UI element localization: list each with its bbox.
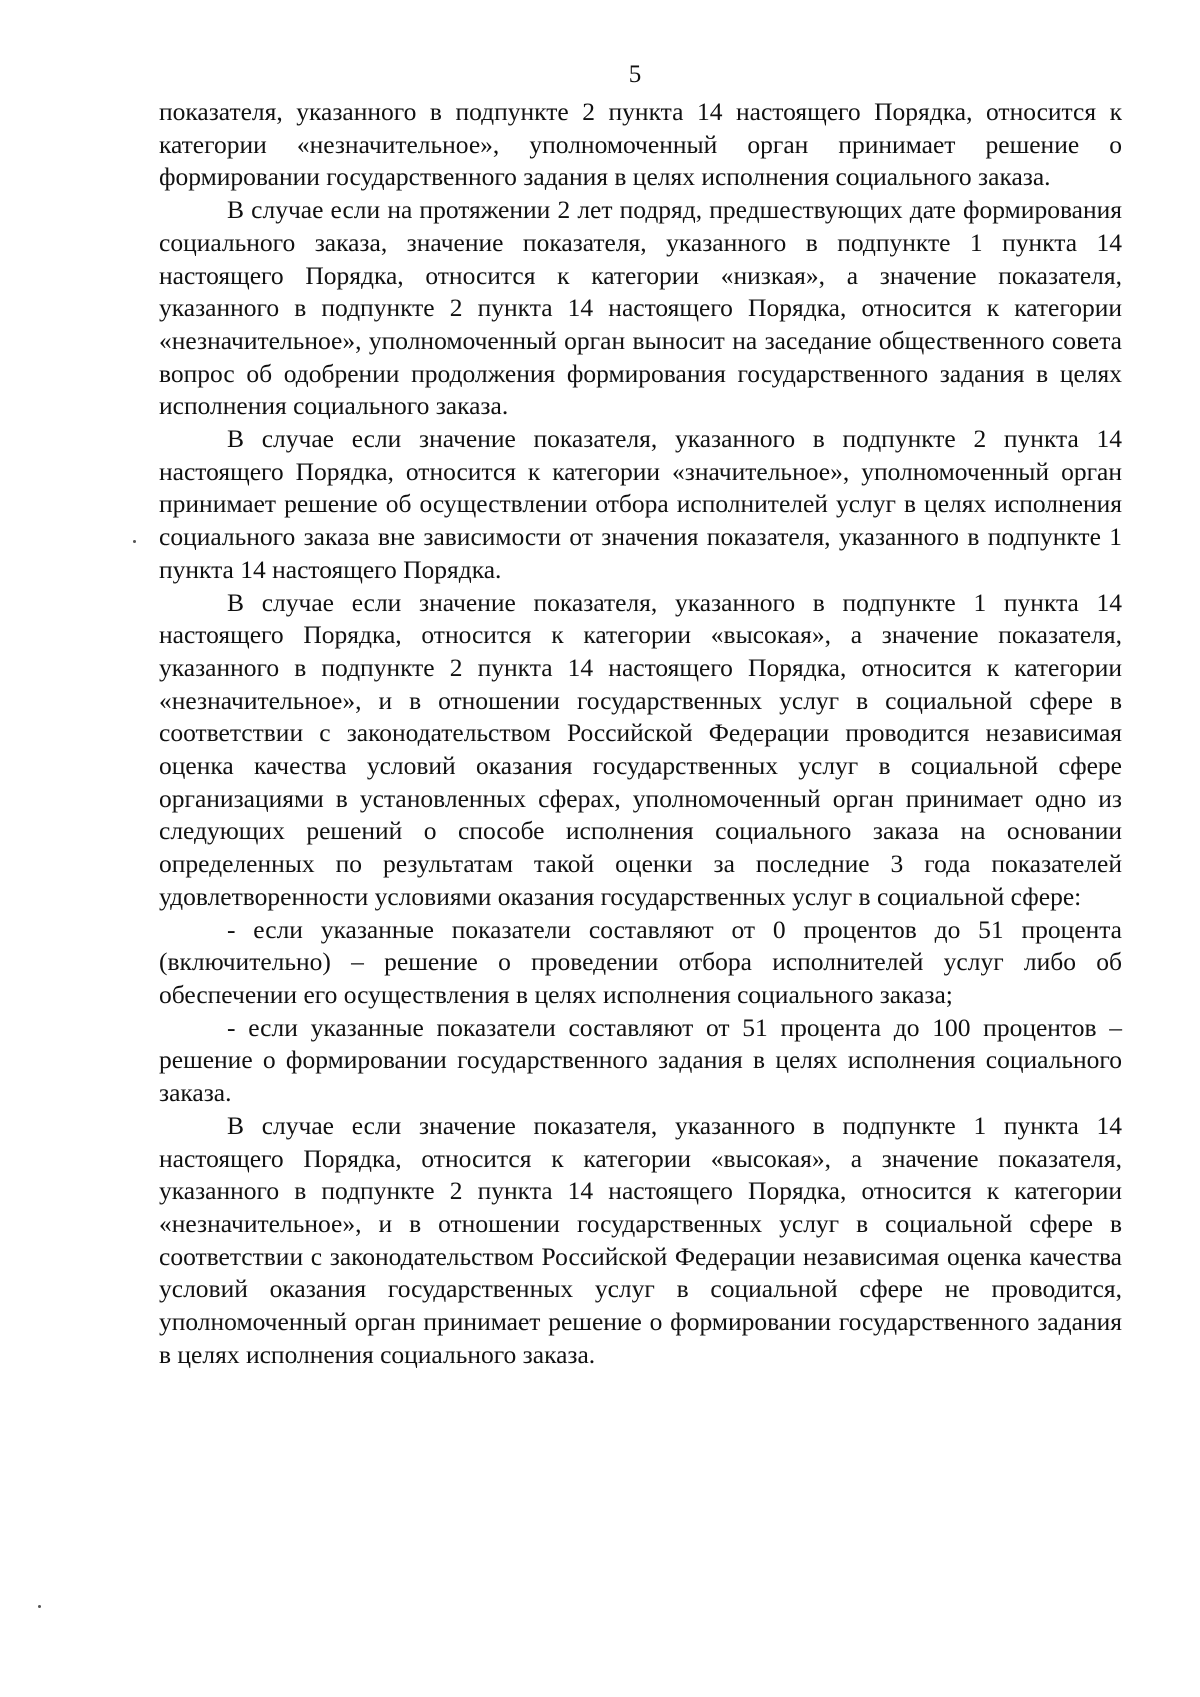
list-item-paragraph: - если указанные показатели составляют от 0 процентов до 51 процента (включительно) – решение о проведении отбора исполнителей услуг либо об обеспечении его осуществления в целях исполнения социального заказа; xyxy=(159,914,1122,1009)
paragraph: В случае если значение показателя, указанного в подпункте 1 пункта 14 настоящего Порядка, относится к категории «высокая», а значение показателя, указанного в подпункте 2 пункта 14 настоящего Порядка, относится к категории «незначительное», и в отношении государственных услуг в социальной сфере в соответствии с законодательством Российской Федерации проводится независимая оценка качества условий оказания государственных услуг в социальной сфере организациями в установленных сферах, уполномоченный орган принимает одно из следующих решений о способе исполнения социального заказа на основании определенных по результатам такой оценки за последние 3 года показателей удовлетворенности условиями оказания государственных услуг в социальной сфере: xyxy=(159,587,1122,911)
paragraph: В случае если значение показателя, указанного в подпункте 2 пункта 14 настоящего Порядка, относится к категории «значительное», уполномоченный орган принимает решение об осуществлении отбора исполнителей услуг в целях исполнения социального заказа вне зависимости от значения показателя, указанного в подпункте 1 пункта 14 настоящего Порядка. xyxy=(159,424,1122,584)
document-body xyxy=(159,96,1122,1371)
paragraph: В случае если значение показателя, указанного в подпункте 1 пункта 14 настоящего Порядка, относится к категории «высокая», а значение показателя, указанного в подпункте 2 пункта 14 настоящего Порядка, относится к категории «незначительное», и в отношении государственных услуг в социальной сфере в соответствии с законодательством Российской Федерации независимая оценка качества условий оказания государственных услуг в социальной сфере не проводится, уполномоченный орган принимает решение о формировании государственного задания в целях исполнения социального заказа. xyxy=(159,1110,1122,1369)
page-number: 5 xyxy=(628,61,642,88)
scan-speck xyxy=(38,1605,41,1608)
paragraph: В случае если на протяжении 2 лет подряд, предшествующих дате формирования социального заказа, значение показателя, указанного в подпункте 1 пункта 14 настоящего Порядка, относится к категории «низкая», а значение показателя, указанного в подпункте 2 пункта 14 настоящего Порядка, относится к категории «незначительное», уполномоченный орган выносит на заседание общественного совета вопрос об одобрении продолжения формирования государственного задания в целях исполнения социального заказа. xyxy=(159,195,1122,421)
list-item-paragraph: - если указанные показатели составляют от 51 процента до 100 процентов – решение о формировании государственного задания в целях исполнения социального заказа. xyxy=(159,1012,1122,1108)
paragraph-continuation: показателя, указанного в подпункте 2 пункта 14 настоящего Порядка, относится к категории «незначительное», уполномоченный орган принимает решение о формировании государственного задания в целях исполнения социального заказа. xyxy=(159,97,1122,192)
scan-speck xyxy=(133,540,136,543)
